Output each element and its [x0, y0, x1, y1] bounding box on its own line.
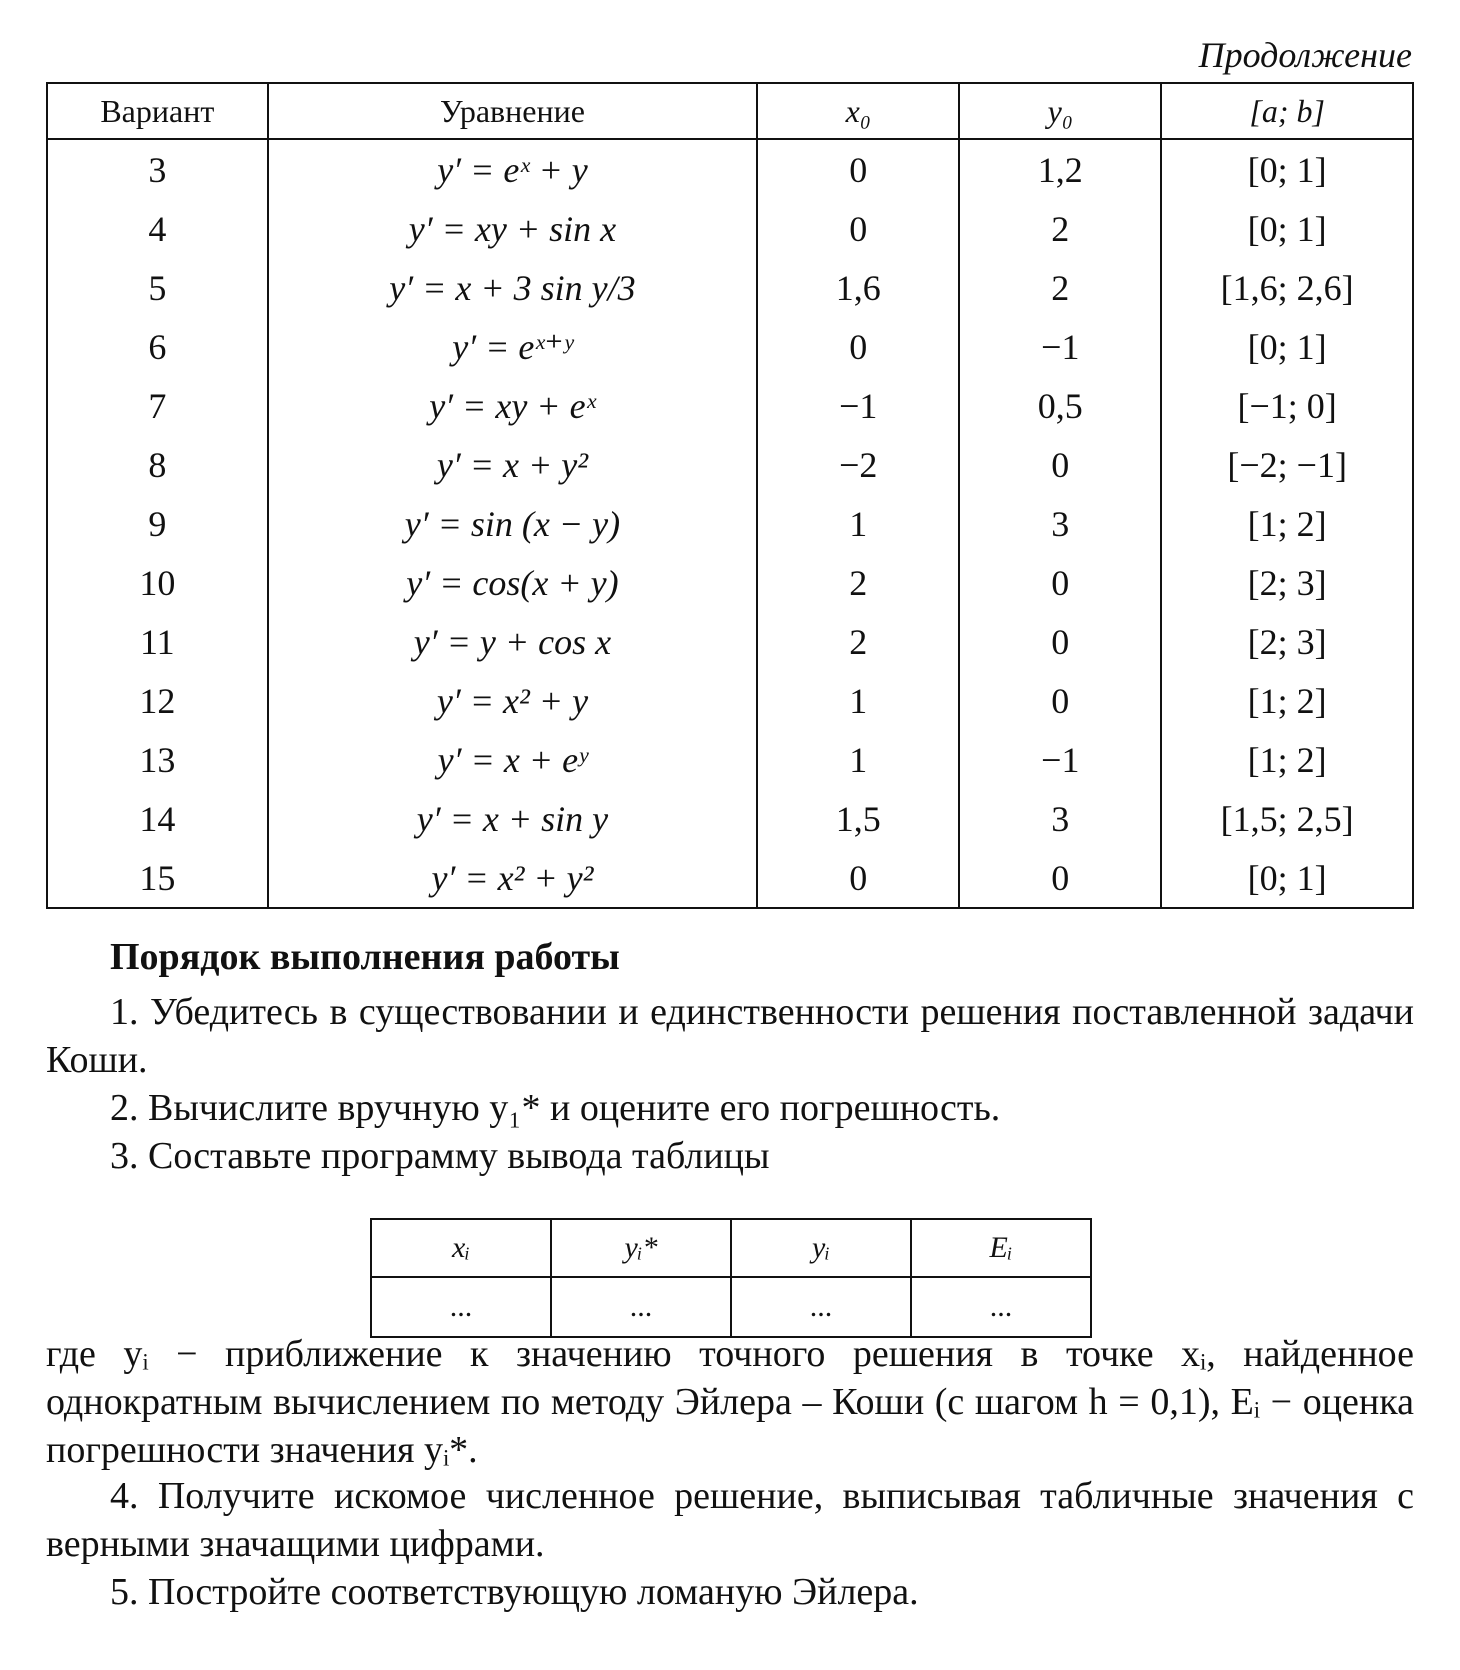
y0-cell: −1 — [959, 317, 1161, 376]
step-5: 5. Постройте соответствующую ломаную Эйлера. — [110, 1571, 919, 1613]
interval-cell: [0; 1] — [1161, 139, 1413, 199]
variant-row — [47, 671, 1413, 730]
equation-cell: y′ = xy + eˣ — [268, 376, 758, 435]
y0-cell: 0 — [959, 435, 1161, 494]
x0-cell: 1 — [757, 494, 959, 553]
explanation-paragraph: где yᵢ − приближение к значению точного решения в точке xᵢ, найденное однократным вычислением по методу Эйлера – Коши (с шагом h = 0,1), Eᵢ − оценка погрешности значения yᵢ*. — [46, 1333, 1414, 1471]
variant-row — [47, 317, 1413, 376]
variants-table-body — [47, 139, 1413, 908]
interval-cell: [0; 1] — [1161, 317, 1413, 376]
equation-cell: y′ = eˣ⁺ʸ — [268, 317, 758, 376]
x0-cell: 2 — [757, 612, 959, 671]
interval-cell: [−1; 0] — [1161, 376, 1413, 435]
variant-cell: 6 — [47, 317, 268, 376]
y0-cell: 2 — [959, 258, 1161, 317]
interval-cell: [2; 3] — [1161, 612, 1413, 671]
variant-row — [47, 494, 1413, 553]
equation-cell: y′ = eˣ + y — [268, 139, 758, 199]
variant-cell: 5 — [47, 258, 268, 317]
x0-cell: 2 — [757, 553, 959, 612]
equation-cell: y′ = xy + sin x — [268, 199, 758, 258]
step-4: 4. Получите искомое численное решение, выписывая табличные значения с верными значащими цифрами. — [46, 1475, 1414, 1565]
output-table-header-row — [371, 1219, 1091, 1277]
y0-cell: 0 — [959, 553, 1161, 612]
variant-row — [47, 612, 1413, 671]
variant-cell: 13 — [47, 730, 268, 789]
x0-cell: 1,5 — [757, 789, 959, 848]
y0-cell: 3 — [959, 789, 1161, 848]
output-header-x: xᵢ — [371, 1219, 551, 1277]
variant-cell: 7 — [47, 376, 268, 435]
variant-row — [47, 435, 1413, 494]
step-2: 2. Вычислите вручную y₁* и оцените его погрешность. — [110, 1087, 1001, 1129]
interval-cell: [1; 2] — [1161, 671, 1413, 730]
x0-cell: 0 — [757, 139, 959, 199]
equation-cell: y′ = x + eʸ — [268, 730, 758, 789]
variant-row — [47, 258, 1413, 317]
x0-cell: 1 — [757, 730, 959, 789]
variant-cell: 10 — [47, 553, 268, 612]
output-header-y-star: yᵢ* — [551, 1219, 731, 1277]
variant-row — [47, 848, 1413, 908]
interval-cell: [0; 1] — [1161, 848, 1413, 908]
variant-cell: 11 — [47, 612, 268, 671]
interval-cell: [1; 2] — [1161, 494, 1413, 553]
variant-row — [47, 376, 1413, 435]
output-table — [370, 1218, 1092, 1338]
y0-cell: 3 — [959, 494, 1161, 553]
x0-cell: 0 — [757, 317, 959, 376]
interval-cell: [1,6; 2,6] — [1161, 258, 1413, 317]
header-equation: Уравнение — [268, 83, 758, 139]
variant-cell: 15 — [47, 848, 268, 908]
equation-cell: y′ = x² + y² — [268, 848, 758, 908]
x0-cell: 1,6 — [757, 258, 959, 317]
x0-cell: 1 — [757, 671, 959, 730]
header-x0: x₀ — [757, 83, 959, 139]
output-header-y: yᵢ — [731, 1219, 911, 1277]
step-3: 3. Составьте программу вывода таблицы — [110, 1135, 770, 1177]
variant-row — [47, 553, 1413, 612]
variant-row — [47, 730, 1413, 789]
equation-cell: y′ = x + sin y — [268, 789, 758, 848]
interval-cell: [−2; −1] — [1161, 435, 1413, 494]
equation-cell: y′ = x + y² — [268, 435, 758, 494]
y0-cell: 0 — [959, 848, 1161, 908]
y0-cell: 1,2 — [959, 139, 1161, 199]
continued-label: Продолжение — [1198, 35, 1412, 75]
header-variant: Вариант — [47, 83, 268, 139]
variant-row — [47, 199, 1413, 258]
variant-cell: 9 — [47, 494, 268, 553]
interval-cell: [1; 2] — [1161, 730, 1413, 789]
equation-cell: y′ = cos(x + y) — [268, 553, 758, 612]
step-1: 1. Убедитесь в существовании и единственности решения поставленной задачи Коши. — [46, 991, 1414, 1081]
variant-cell: 3 — [47, 139, 268, 199]
interval-cell: [1,5; 2,5] — [1161, 789, 1413, 848]
variant-row — [47, 139, 1413, 199]
y0-cell: 0,5 — [959, 376, 1161, 435]
y0-cell: 0 — [959, 671, 1161, 730]
output-cell: ... — [911, 1277, 1091, 1337]
output-header-e: Eᵢ — [911, 1219, 1091, 1277]
x0-cell: −2 — [757, 435, 959, 494]
variant-cell: 12 — [47, 671, 268, 730]
variants-table — [46, 82, 1414, 909]
variant-row — [47, 789, 1413, 848]
output-cell: ... — [731, 1277, 911, 1337]
section-heading: Порядок выполнения работы — [110, 936, 620, 978]
interval-cell: [2; 3] — [1161, 553, 1413, 612]
equation-cell: y′ = sin (x − y) — [268, 494, 758, 553]
variant-cell: 4 — [47, 199, 268, 258]
variant-cell: 14 — [47, 789, 268, 848]
equation-cell: y′ = y + cos x — [268, 612, 758, 671]
output-cell: ... — [371, 1277, 551, 1337]
x0-cell: 0 — [757, 199, 959, 258]
header-interval: [a; b] — [1161, 83, 1413, 139]
equation-cell: y′ = x² + y — [268, 671, 758, 730]
output-table-row — [371, 1277, 1091, 1337]
y0-cell: 2 — [959, 199, 1161, 258]
variant-cell: 8 — [47, 435, 268, 494]
x0-cell: 0 — [757, 848, 959, 908]
y0-cell: −1 — [959, 730, 1161, 789]
output-cell: ... — [551, 1277, 731, 1337]
x0-cell: −1 — [757, 376, 959, 435]
header-y0: y₀ — [959, 83, 1161, 139]
variants-table-header-row — [47, 83, 1413, 139]
interval-cell: [0; 1] — [1161, 199, 1413, 258]
equation-cell: y′ = x + 3 sin y/3 — [268, 258, 758, 317]
y0-cell: 0 — [959, 612, 1161, 671]
